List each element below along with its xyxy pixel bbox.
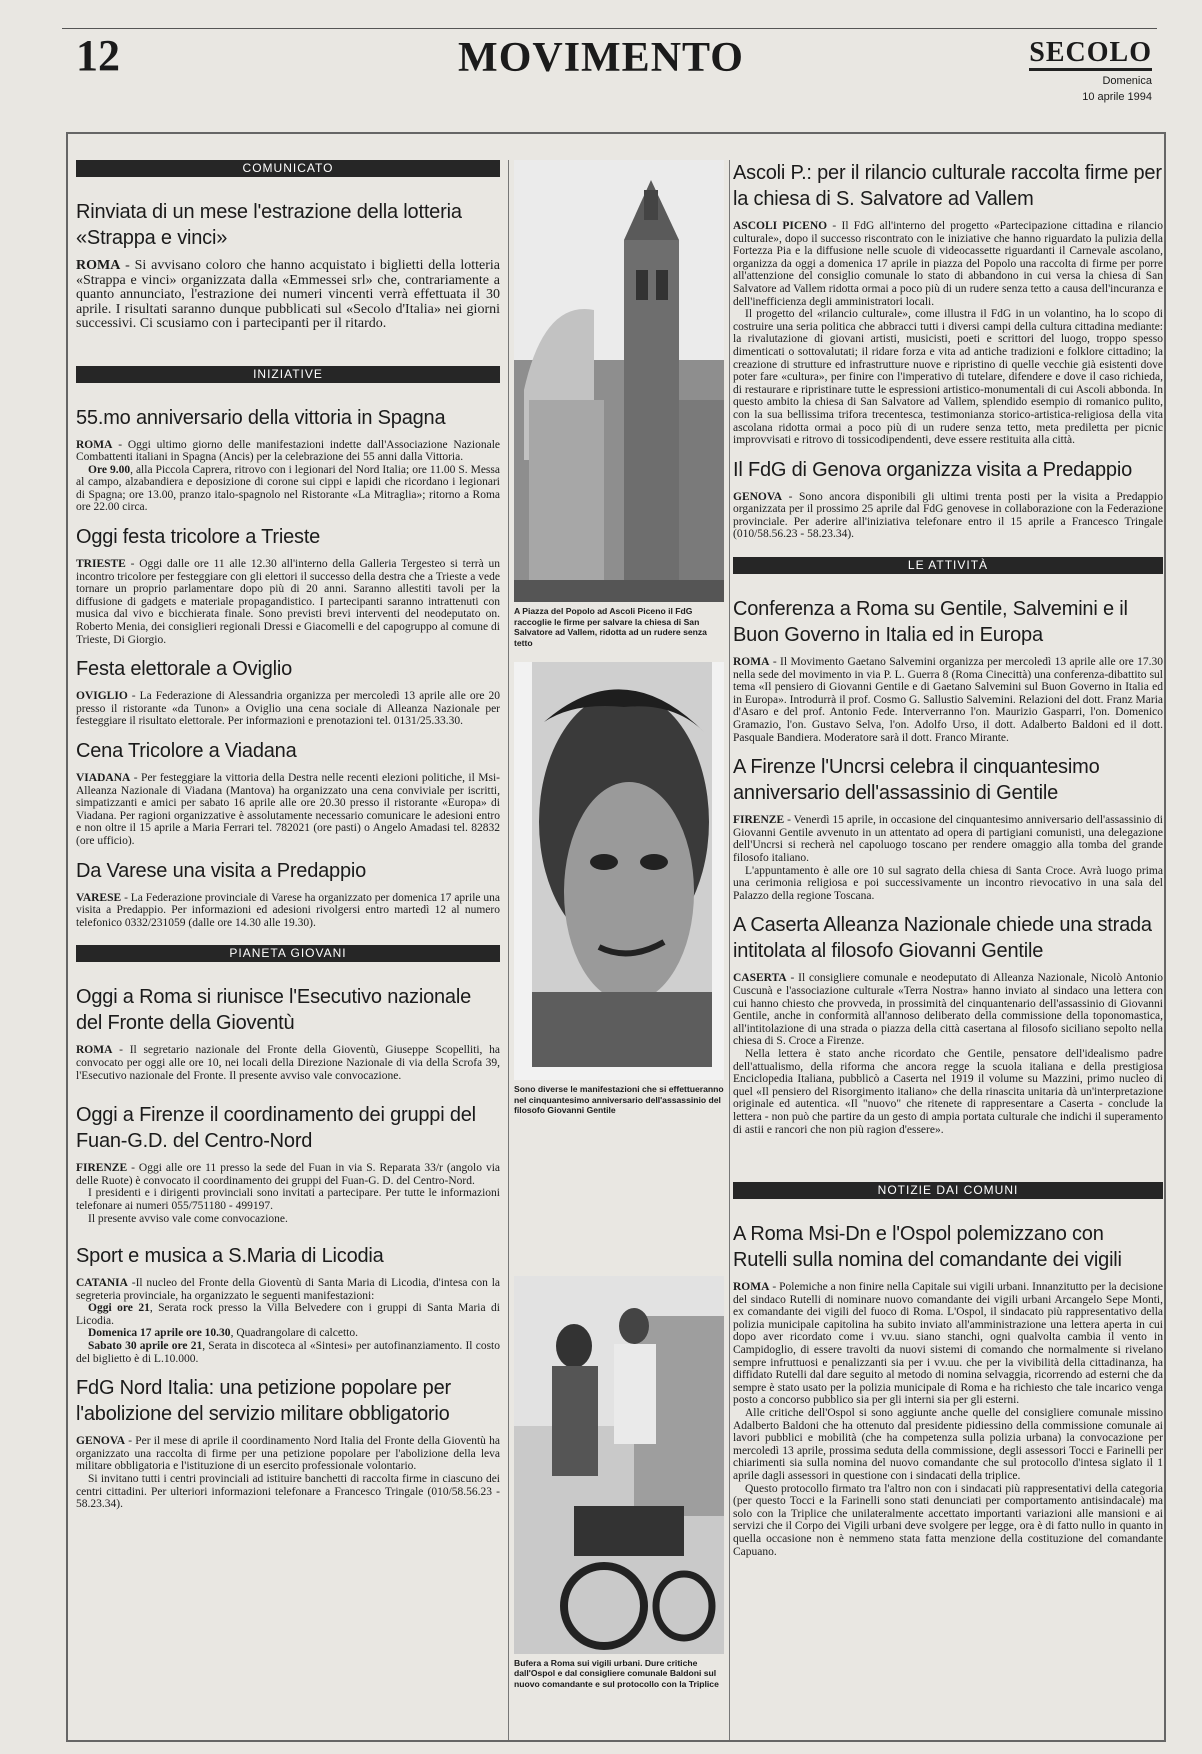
article-spagna bbox=[76, 405, 500, 515]
article-body: Il presente avviso vale come convocazione. bbox=[88, 1212, 288, 1225]
article-ascoli bbox=[733, 160, 1163, 447]
article-body: ROMA - Oggi ultimo giorno delle manifestazioni indette dall'Associazione Nazionale Combattenti italiani in Spagna (Ancis) per la celebrazione dei 55 anni dalla Vittoria. bbox=[76, 438, 500, 464]
vigili-image bbox=[514, 1276, 724, 1654]
article-body: Alle critiche dell'Ospol si sono aggiunte anche quelle del consigliere comunale missino Adalberto Baldoni che ha ottenuto dal presidente pidiessino della commissione comunale ai lavori pubblici e mobilità (che ha competenza sulla polizia urbana) la convocazione per mercoledì 13 aprile, prossima seduta della commissione, degli assessori Tocci e Farinelli per chiarimenti sia sulla nomina del nuovo comandante che sul protocollo d'intesa siglato il 1 aprile dagli assessori in questione con i sindacati della triplice. bbox=[733, 1407, 1163, 1482]
article-body: Domenica 17 aprile ore 10.30, Quadrangolare di calcetto. bbox=[88, 1327, 358, 1340]
article-body: FIRENZE - Oggi alle ore 11 presso la sede del Fuan in via S. Reparata 33/r (angolo via delle Ruote) è convocato il coordinamento dei gruppi del Fuan-G. D. del Centro-Nord. bbox=[76, 1162, 500, 1187]
article-body: Nella lettera è stato anche ricordato che Gentile, pensatore dell'idealismo padre dell'attualismo, della riforma che ancora regge la scuola italiana e della prestigiosa Enciclopedia Italiana, pubblicò a Caserta nel 1919 il volume su Mazzini, primo nucleo di quel «Il pensiero del Risorgimento italiano» che della rinascita unitaria dà un'interpretazione originale ed autentica. «Il "nuovo" che ritenete di rappresentare a Caserta - conclude la lettera - non può che partire da un gesto di ampia portata culturale che indichi il superamento di astii e rancori che non più ragion d'essere». bbox=[733, 1047, 1163, 1136]
article-title: A Caserta Alleanza Nazionale chiede una strada intitolata al filosofo Giovanni Gentile bbox=[733, 914, 1152, 963]
portrait-image bbox=[514, 662, 724, 1080]
article-body: I presidenti e i dirigenti provinciali sono invitati a partecipare. Per tutte le informazioni telefonare ai numeri 055/751180 - 499197. bbox=[76, 1187, 500, 1212]
article-body: FIRENZE - Venerdì 15 aprile, in occasione del cinquantesimo anniversario dell'assassinio di Giovanni Gentile avvenuto in un attentato ad opera di partigiani comunisti, una delegazione dell'Uncrsi si recherà nel capoluogo toscano per rendere omaggio alla tomba del grande filosofo italiano. bbox=[733, 814, 1163, 864]
middle-column bbox=[514, 160, 724, 1703]
article-body: Il progetto del «rilancio culturale», come illustra il FdG in un volantino, ha lo scopo di costruire una seria politica che abbracci tutti i diversi campi della cultura cittadina mediante: la rivalutazione di giovani artisti, musicisti, poeti e scrittori del luogo, troppo spesso dimenticati o sottovalutati; il ridare forza e vita ad antiche tradizioni e folklore cittadino; la creazione di strutture ed infrastrutture nuove e ripristino di quelle vecchie già esistenti dove poter fare «cultura», per finire con l'imperativo di tutelare, difendere e dove il caso richieda, di restaurare e ripristinare tutte le espressioni artistico-monumentali di cui Ascoli abbonda. In questo ambito la chiesa di San Salvatore ad Vallem, splendido esempio di romanico pulito, con la sua bellissima trifora trecentesca, testimonianza storico-artistica-religiosa della vita ascolana ridotta ormai a poco più di un rudere senza tetto, meta prediletta per picnic improvvisati e ritrovo di tossicodipendenti, deve essere restituita alla città. bbox=[733, 308, 1163, 447]
article-caserta bbox=[733, 912, 1163, 1136]
article-body: OVIGLIO - La Federazione di Alessandria organizza per mercoledì 13 aprile alle ore 20 presso il ristorante «da Tunon» a Oviglio una cena sociale di Alleanza Nazionale per festeggiare il risultato elettorale. Per informazioni e prenotazioni tel. 0131/25.33.30. bbox=[76, 690, 500, 728]
section-bar-attivita: LE ATTIVITÀ bbox=[733, 557, 1163, 574]
article-body: CASERTA - Il consigliere comunale e neodeputato di Alleanza Nazionale, Nicolò Antonio Cuscunà e l'associazione culturale «Terra Nostra» hanno inviato al sindaco una lettera con cui hanno chiesto che provveda, in prossimità del cinquantenario dell'assassinio di Giovanni Gentile, anche in conformità all'annoso deliberato della commissione della toponomastica, all'intitolazione di una strada o piazza della città casertana al filosofo siciliano sepolto nella chiesa di S. Croce a Firenze. bbox=[733, 972, 1163, 1048]
article-esecutivo bbox=[76, 984, 500, 1082]
article-varese bbox=[76, 858, 500, 930]
article-body: ROMA - Il segretario nazionale del Fronte della Gioventù, Giuseppe Scopelliti, ha convocato per oggi alle ore 10, nei locali della Direzione Nazionale di via della Scrofa 39, l'Esecutivo nazionale del Fronte. Il presente avviso vale convocazione. bbox=[76, 1044, 500, 1082]
top-rule bbox=[62, 28, 1157, 29]
newspaper-brand bbox=[1029, 38, 1152, 103]
page-number: 12 bbox=[76, 31, 120, 80]
article-body: ROMA - Si avvisano coloro che hanno acquistato i biglietti della lotteria «Strappa e vinci» organizzata dalla «Emmessei srl» che, contrariamente a quanto annunciato, l'estrazione dei numeri vincenti verrà effettuata il 30 aprile. I risultati saranno dunque pubblicati sul «Secolo d'Italia» nei giorni successivi. Ci scusiamo con i partecipanti per il ritardo. bbox=[76, 258, 500, 331]
article-body: Ore 9.00, alla Piccola Caprera, ritrovo con i legionari del Nord Italia; ore 11.00 S. Messa al campo, alzabandiera e deposizione di corone sui cippi e lapidi che ricordano i legionari di Spagna; ore 13.00, pranzo italo-spagnolo nel Ristorante «La Mitraglia»; ritorno a Roma ore 22.00 circa. bbox=[76, 463, 500, 514]
article-petizione bbox=[76, 1375, 500, 1511]
section-bar-notizie-comuni: NOTIZIE DAI COMUNI bbox=[733, 1182, 1163, 1199]
issue-date: 10 aprile 1994 bbox=[1082, 91, 1152, 103]
column-divider bbox=[508, 160, 509, 1740]
section-bar-iniziative: INIZIATIVE bbox=[76, 366, 500, 383]
photo-church bbox=[514, 160, 724, 602]
article-licodia bbox=[76, 1243, 500, 1365]
article-body: Oggi ore 21, Serata rock presso la Villa Belvedere con i gruppi di Santa Maria di Licodia. bbox=[76, 1302, 500, 1327]
article-body: ROMA - Il Movimento Gaetano Salvemini organizza per mercoledì 13 aprile alle ore 17.30 nella sede del movimento in via P. L. Guerra 8 (Roma Cinecittà) una conferenza-dibattito sul tema «Il pensiero di Giovanni Gentile e di Gaetano Salvemini sul Buon Governo in Italia ed in Europa». Introdurrà il prof. Cosmo G. Sallustio Salvemini. Relazioni del dott. Franz Maria d'Asaro e del prof. Antonio Fede. Interverranno l'on. Maurizio Gasparri, l'on. Domenico Gramazio, l'on. Gustavo Selva, l'on. Adolfo Urso, il dott. Adalberto Baldoni ed il dott. Pasquale Bandiera. Moderatore sarà il dott. Franco Mirante. bbox=[733, 656, 1163, 744]
article-title: Oggi a Roma si riunisce l'Esecutivo nazionale del Fronte della Gioventù bbox=[76, 986, 472, 1035]
article-oviglio bbox=[76, 656, 500, 728]
newspaper-name: SECOLO bbox=[1029, 38, 1152, 71]
section-title: MOVIMENTO bbox=[458, 35, 744, 81]
article-title: Cena Tricolore a Viadana bbox=[76, 740, 297, 762]
article-uncrsi bbox=[733, 754, 1163, 902]
article-title: Ascoli P.: per il rilancio culturale raccolta firme per la chiesa di S. Salvatore ad Vallem bbox=[733, 162, 1162, 210]
article-body: ROMA - Polemiche a non finire nella Capitale sui vigili urbani. Innanzitutto per la decisione del sindaco Rutelli di nominare nuovo comandante dei vigili urbani Arcangelo Sepe Monti, ex comandante dei vigili del fuoco di Roma. L'Ospol, il sindacato più rappresentativo della polizia municipale capitolina ha subito inviato all'amministrazione una lettera aperta in cui dopo aver ricordato come i vv.uu. siano stanchi, ogni qualvolta cambia il vento in Campidoglio, di essere travolti da nuovi sistemi di comando che normalmente si rivelano sempre infruttuosi e penalizzanti sia per i vv.uu. che per la vivibilità della cittadinanza, ha diffidato Rutelli dal dare seguito al metodo di nomina selvaggia, ricorrendo ad esterni che da sempre è stato usato per la polizia municipale di Roma e ha richiesto che tale incarico venga posto a concorso pubblico sia per gli interni sia per gli esterni. bbox=[733, 1281, 1163, 1407]
article-body: CATANIA -Il nucleo del Fronte della Gioventù di Santa Maria di Licodia, d'intesa con la segreteria provinciale, ha organizzato le seguenti manifestazioni: bbox=[76, 1277, 500, 1302]
masthead bbox=[0, 0, 1202, 120]
article-trieste bbox=[76, 524, 500, 646]
article-title: Conferenza a Roma su Gentile, Salvemini e il Buon Governo in Italia ed in Europa bbox=[733, 598, 1128, 647]
issue-day: Domenica bbox=[1102, 75, 1152, 87]
article-title: Da Varese una visita a Predappio bbox=[76, 859, 367, 882]
photo-caption: A Piazza del Popolo ad Ascoli Piceno il FdG raccoglie le firme per salvare la chiesa di San Salvatore ad Vallem, ridotta ad un rudere senza tetto bbox=[514, 606, 707, 648]
article-title: Oggi a Firenze il coordinamento dei gruppi del Fuan-G.D. del Centro-Nord bbox=[76, 1104, 476, 1153]
article-viadana bbox=[76, 738, 500, 848]
article-body: Si invitano tutti i centri provinciali ad istituire banchetti di raccolta firme in ciascuno dei centri cittadini. Per ulteriori informazioni telefonare a Francesco Tringale (010/58.56.23 - 58.23.34). bbox=[76, 1473, 500, 1511]
photo-vigili bbox=[514, 1276, 724, 1654]
article-firenze-fuan bbox=[76, 1102, 500, 1225]
article-lotteria bbox=[76, 199, 500, 332]
photo-caption: Bufera a Roma sui vigili urbani. Dure critiche dall'Ospol e dal consigliere comunale Baldoni sul nuovo comandante e sul protocollo con la Triplice bbox=[514, 1657, 719, 1689]
photo-caption: Sono diverse le manifestazioni che si effettueranno nel cinquantesimo anniversario dell'assassinio del filosofo Giovanni Gentile bbox=[514, 1084, 724, 1115]
article-conferenza-roma bbox=[733, 596, 1163, 744]
article-body: L'appuntamento è alle ore 10 sul sagrato della chiesa di Santa Croce. Avrà luogo prima una cerimonia religiosa e poi successivamente un incontro rievocativo in una sala del Palazzo della regione Toscana. bbox=[733, 864, 1163, 902]
photo-portrait bbox=[514, 662, 724, 1080]
article-title: Oggi festa tricolore a Trieste bbox=[76, 526, 321, 549]
article-vigili-roma bbox=[733, 1221, 1163, 1558]
article-body: VARESE - La Federazione provinciale di Varese ha organizzato per domenica 17 aprile una visita a Predappio. Per informazioni ed adesioni rivolgersi entro martedì 12 al numero telefonico 0332/231059 (dalle ore 14.30 alle 19.30). bbox=[76, 891, 500, 929]
article-title: 55.mo anniversario della vittoria in Spagna bbox=[76, 406, 446, 429]
right-column bbox=[733, 160, 1163, 1568]
article-body: ASCOLI PICENO - Il FdG all'interno del progetto «Partecipazione cittadina e rilancio culturale», dopo il successo riscontrato con le iniziative che hanno riguardato la pulizia della Fortezza Pia e la diffusione nelle scuole di videocassette riguardanti il Carnevale ascolano, organizza da oggi a domenica 17 aprile in piazza del Popolo una raccolta di firme per porre all'attenzione del consiglio comunale lo stato di abbandono in cui versa la chiesa di San Salvatore ad Vallem ridotta ormai a poco più di un rudere senza tetto a causa dell'incuranza e dell'inefficienza degli amministratori locali. bbox=[733, 220, 1163, 308]
article-title: Il FdG di Genova organizza visita a Predappio bbox=[733, 458, 1132, 481]
left-column bbox=[76, 160, 500, 1521]
article-title: A Firenze l'Uncrsi celebra il cinquantesimo anniversario dell'assassinio di Gentile bbox=[733, 756, 1100, 805]
article-body: TRIESTE - Oggi dalle ore 11 alle 12.30 all'interno della Galleria Tergesteo si terrà un incontro tricolore per festeggiare con gli elettori il successo della destra che a Trieste a vede tornare un proprio parlamentare dopo più di 20 anni. Saranno allestiti tavoli per la diffusione di gadgets e materiale propagandistico. I partecipanti saranno intrattenuti con musica dal vivo e bicchierata finale. Sono previsti brevi interventi del neodeputato on. Roberto Menia, dei consiglieri regionali Dressi e Giacomelli e del capogruppo al comune di Trieste, Di Giorgio. bbox=[76, 558, 500, 646]
article-title: Rinviata di un mese l'estrazione della lotteria «Strappa e vinci» bbox=[76, 201, 462, 249]
article-title: FdG Nord Italia: una petizione popolare per l'abolizione del servizio militare obbligatorio bbox=[76, 1377, 451, 1426]
column-divider bbox=[729, 160, 730, 1740]
section-bar-comunicato: COMUNICATO bbox=[76, 160, 500, 177]
section-bar-pianeta-giovani: PIANETA GIOVANI bbox=[76, 945, 500, 962]
article-body: GENOVA - Per il mese di aprile il coordinamento Nord Italia del Fronte della Gioventù ha organizzato una raccolta di firme per una petizione popolare per l'abolizione della leva militare obbligatoria e l'istituzione di un esercito professionale volontario. bbox=[76, 1435, 500, 1473]
article-body: Questo protocollo firmato tra l'altro non con i sindacati più rappresentativi della categoria (per questo Tocci e la Farinelli sono stati denunciati per comportamento antisindacale) ma solo con la Triplice che unilateralmente accettato importanti variazioni alle mansioni e ai servizi che il Corpo dei Vigili urbani deve svolgere per legge, ora è di fatto nullo in quanto in quella occasione non è nemmeno stata fatta menzione della costituzione del comandante Capuano. bbox=[733, 1482, 1163, 1558]
article-genova-predappio bbox=[733, 457, 1163, 541]
article-body: VIADANA - Per festeggiare la vittoria della Destra nelle recenti elezioni politiche, il Msi-Alleanza Nazionale di Viadana (Mantova) ha organizzato una cena conviviale per iscritti, simpatizzanti e amici per sabato 16 aprile alle ore 20.30 presso il ristorante «Europa» di Viadana. Per ragioni organizzative è assolutamente necessario comunicare le adesioni entro e non oltre il 15 aprile a Maria Ferrari tel. 782021 (ore pasti) o Angelo Amadasi tel. 82832 (ore ufficio). bbox=[76, 772, 500, 847]
article-body: GENOVA - Sono ancora disponibili gli ultimi trenta posti per la visita a Predappio organizzata per il prossimo 25 aprile dal FdG genovese in collaborazione con la Federazione provinciale. Per aderire all'iniziativa telefonare entro il 15 aprile a Francesco Tringale (010/58.56.23 - 58.23.34). bbox=[733, 490, 1163, 541]
article-title: Festa elettorale a Oviglio bbox=[76, 658, 293, 681]
article-title: A Roma Msi-Dn e l'Ospol polemizzano con Rutelli sulla nomina del comandante dei vigili bbox=[733, 1223, 1122, 1272]
article-title: Sport e musica a S.Maria di Licodia bbox=[76, 1245, 384, 1268]
article-body: Sabato 30 aprile ore 21, Serata in discoteca al «Sintesi» per autofinanziamento. Il costo del biglietto è di L.10.000. bbox=[76, 1340, 500, 1365]
church-image bbox=[514, 160, 724, 602]
